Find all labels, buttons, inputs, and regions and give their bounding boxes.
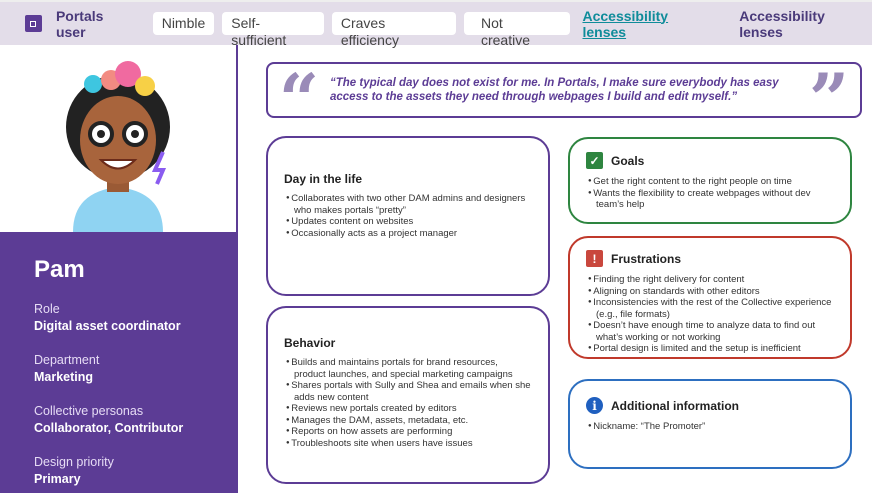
list-item: ● Inconsistencies with the rest of the Collective experience (e.g., file formats) [586, 297, 834, 320]
behavior-title: Behavior [284, 336, 336, 350]
list-item: ● Wants the flexibility to create webpages without dev team’s help [586, 188, 834, 211]
top-bar [0, 0, 872, 48]
trait-chip: Not creative [464, 12, 571, 35]
avatar [0, 45, 236, 232]
list-item: ● Troubleshoots site when users have issues [284, 438, 532, 450]
open-quote-icon: “ [278, 65, 320, 115]
design-priority-value: Primary [34, 472, 81, 486]
checkmark-icon: ✓ [586, 152, 603, 169]
behavior-card [266, 306, 550, 484]
list-item: ● Collaborates with two other DAM admins and designers who makes portals “pretty” [284, 193, 532, 216]
list-item: ● Aligning on standards with other editors [586, 286, 834, 298]
alert-icon: ! [586, 250, 603, 267]
accessibility-lenses-link[interactable]: Accessibility lenses [582, 7, 669, 40]
list-item: ● Get the right content to the right people on time [586, 176, 834, 188]
list-item: ● Portal design is limited and the setup is inefficient [586, 343, 834, 355]
department-label: Department [34, 353, 100, 367]
additional-info-card [568, 379, 852, 469]
list-item: ● Updates content on websites [284, 216, 532, 228]
list-item: ● Finding the right delivery for content [586, 274, 834, 286]
persona-sidebar [0, 45, 238, 493]
additional-title: Additional information [611, 398, 739, 413]
role-value: Digital asset coordinator [34, 319, 181, 333]
department-value: Marketing [34, 370, 94, 384]
collective-personas-value: Collaborator, Contributor [34, 421, 184, 435]
goals-card [568, 137, 852, 224]
role-label: Role [34, 302, 60, 316]
list-item: ● Doesn’t have enough time to analyze data to find out what’s working or not working [586, 320, 834, 343]
trait-chip: Self-sufficient [222, 12, 324, 35]
list-item: ● Occasionally acts as a project manager [284, 228, 532, 240]
list-item: ● Manages the DAM, assets, metadata, etc. [284, 415, 532, 427]
trait-chip: Nimble [153, 12, 215, 35]
info-icon: i [586, 397, 603, 414]
list-item: ● Shares portals with Sully and Shea and emails when she adds new content [284, 380, 532, 403]
trait-chip: Craves efficiency [332, 12, 456, 35]
list-item: ● Reviews new portals created by editors [284, 403, 532, 415]
list-item: ● Builds and maintains portals for brand resources, product launches, and special marketing campaigns [284, 357, 532, 380]
day-title: Day in the life [284, 172, 363, 186]
persona-quote [266, 62, 862, 118]
persona-name: Pam [34, 256, 85, 283]
list-item: ● Reports on how assets are performing [284, 426, 532, 438]
close-quote-icon: ” [808, 65, 850, 115]
persona-details [0, 232, 238, 493]
frustrations-title: Frustrations [611, 251, 682, 266]
goals-title: Goals [611, 153, 645, 168]
quote-text: “The typical day does not exist for me. In Portals, I make sure everybody has easy access to the assets they need through webpages I build and edit myself.” [330, 77, 779, 103]
accessibility-lenses-label[interactable]: Accessibility lenses [739, 7, 825, 40]
list-item: ● Nickname: “The Promoter” [586, 421, 834, 433]
design-priority-label: Design priority [34, 455, 114, 469]
persona-type: Portals user [55, 7, 104, 40]
collective-personas-label: Collective personas [34, 404, 144, 418]
frustrations-card [568, 236, 852, 359]
portals-logo-icon [25, 15, 42, 32]
day-in-the-life-card [266, 136, 550, 296]
